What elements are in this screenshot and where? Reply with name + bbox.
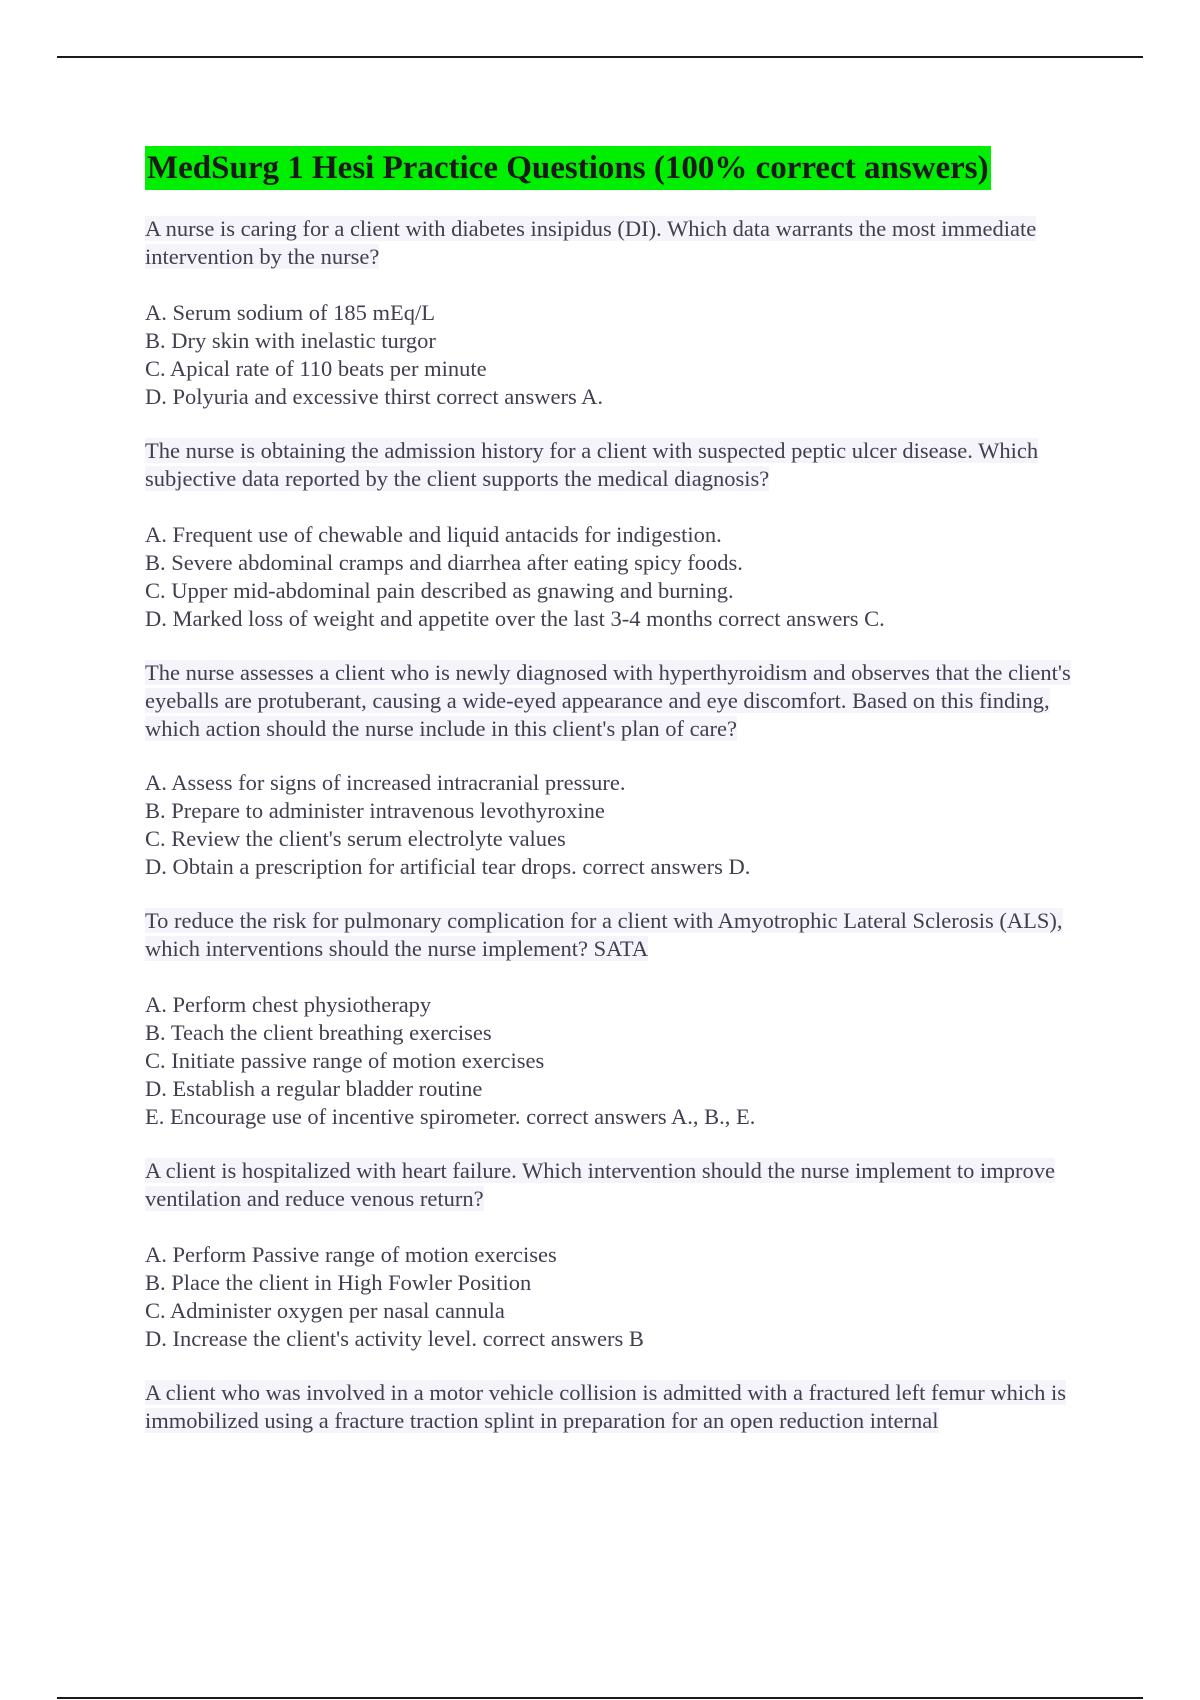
question-1 <box>145 215 1090 411</box>
question-text: A nurse is caring for a client with diabetes insipidus (DI). Which data warrants the most immediate intervention by the nurse? <box>145 216 1037 269</box>
answer-option: C. Upper mid-abdominal pain described as gnawing and burning. <box>145 578 734 603</box>
question-text: The nurse assesses a client who is newly diagnosed with hyperthyroidism and observes that the client's eyeballs are protuberant, causing a wide-eyed appearance and eye discomfort. Based on this finding, which action should the nurse include in this client's plan of care? <box>145 660 1071 741</box>
question-text: To reduce the risk for pulmonary complication for a client with Amyotrophic Lateral Sclerosis (ALS), which interventions should the nurse implement? SATA <box>145 908 1063 961</box>
answer-option: B. Place the client in High Fowler Position <box>145 1270 532 1295</box>
answer-option: B. Teach the client breathing exercises <box>145 1020 492 1045</box>
answer-options <box>145 299 1090 411</box>
answer-option: C. Apical rate of 110 beats per minute <box>145 356 487 381</box>
question-3 <box>145 659 1090 881</box>
answer-option: A. Frequent use of chewable and liquid antacids for indigestion. <box>145 522 722 547</box>
answer-option: D. Polyuria and excessive thirst correct answers A. <box>145 384 603 409</box>
answer-option: A. Assess for signs of increased intracranial pressure. <box>145 770 626 795</box>
answer-option: C. Administer oxygen per nasal cannula <box>145 1298 505 1323</box>
answer-option: B. Prepare to administer intravenous levothyroxine <box>145 798 605 823</box>
question-text: The nurse is obtaining the admission history for a client with suspected peptic ulcer disease. Which subjective data reported by the client supports the medical diagnosis? <box>145 438 1039 491</box>
answer-option: A. Perform Passive range of motion exercises <box>145 1242 557 1267</box>
answer-option: C. Review the client's serum electrolyte values <box>145 826 566 851</box>
answer-option: D. Establish a regular bladder routine <box>145 1076 483 1101</box>
header-rule <box>57 56 1143 58</box>
answer-option: D. Marked loss of weight and appetite over the last 3-4 months correct answers C. <box>145 606 885 631</box>
answer-option: B. Severe abdominal cramps and diarrhea after eating spicy foods. <box>145 550 743 575</box>
question-text: A client who was involved in a motor vehicle collision is admitted with a fractured left femur which is immobilized using a fracture traction splint in preparation for an open reduction internal <box>145 1380 1067 1433</box>
answer-option: C. Initiate passive range of motion exercises <box>145 1048 545 1073</box>
question-5 <box>145 1157 1090 1353</box>
answer-options <box>145 769 1090 881</box>
answer-options <box>145 991 1090 1131</box>
answer-option: E. Encourage use of incentive spirometer. correct answers A., B., E. <box>145 1104 756 1129</box>
answer-option: D. Obtain a prescription for artificial tear drops. correct answers D. <box>145 854 751 879</box>
answer-option: A. Perform chest physiotherapy <box>145 992 432 1017</box>
question-text: A client is hospitalized with heart failure. Which intervention should the nurse implement to improve ventilation and reduce venous return? <box>145 1158 1055 1211</box>
question-6 <box>145 1379 1090 1435</box>
answer-option: B. Dry skin with inelastic turgor <box>145 328 436 353</box>
question-4 <box>145 907 1090 1131</box>
answer-options <box>145 521 1090 633</box>
answer-option: D. Increase the client's activity level. correct answers B <box>145 1326 644 1351</box>
document-body <box>145 146 1090 1435</box>
question-2 <box>145 437 1090 633</box>
document-title: MedSurg 1 Hesi Practice Questions (100% correct answers) <box>145 146 991 190</box>
answer-option: A. Serum sodium of 185 mEq/L <box>145 300 435 325</box>
answer-options <box>145 1241 1090 1353</box>
footer-rule <box>57 1697 1143 1699</box>
